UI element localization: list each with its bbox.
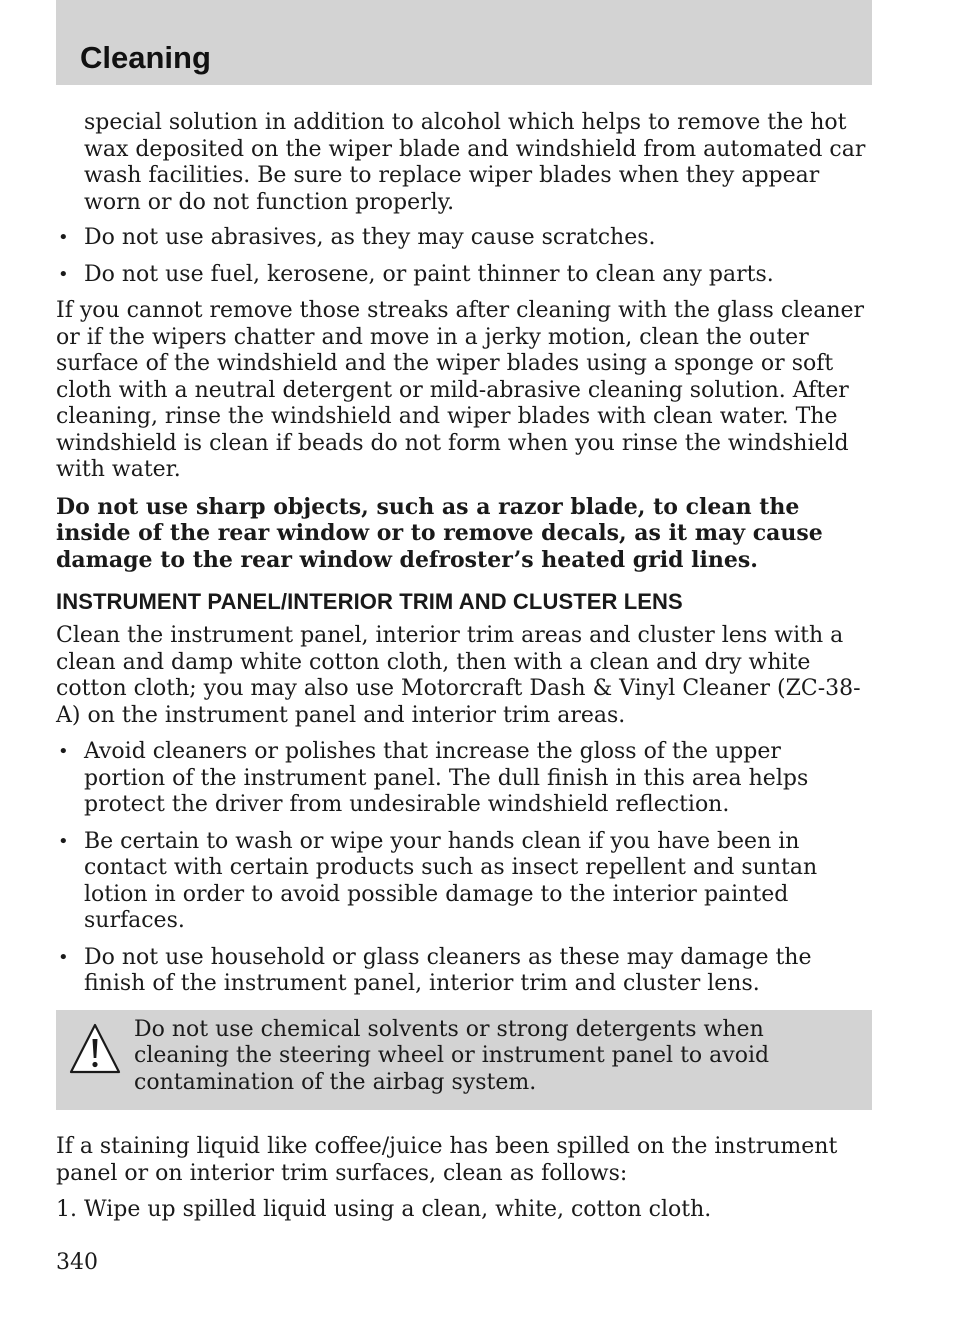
warning-text: Do not use chemical solvents or strong detergents when cleaning the steering wheel or instrument panel to avoid contamination of the airbag system. <box>134 1016 770 1095</box>
bullet-icon: • <box>58 830 69 852</box>
warning-box <box>56 1010 872 1111</box>
bullet-icon: • <box>58 741 69 762</box>
section-heading: INSTRUMENT PANEL/INTERIOR TRIM AND CLUSTER LENS <box>56 589 683 614</box>
glass-bullet-list <box>56 225 868 288</box>
bullet-icon: • <box>58 946 69 968</box>
intro-continuation: special solution in addition to alcohol which helps to remove the hot wax deposited on the wiper blade and windshield from automated car wash facilities. Be sure to replace wiper blades when they appear worn or do not function properly. <box>84 110 866 215</box>
bullet-icon: • <box>58 263 69 285</box>
list-item-text: Do not use household or glass cleaners as these may damage the finish of the instrument panel, interior trim and cluster lens. <box>84 944 812 996</box>
page-header <box>56 0 872 85</box>
warning-triangle-icon <box>68 1022 122 1076</box>
page-number: 340 <box>56 1250 98 1275</box>
bullet-icon: • <box>58 227 69 248</box>
list-item <box>56 225 868 252</box>
streaks-paragraph: If you cannot remove those streaks after cleaning with the glass cleaner or if the wipers chatter and move in a jerky motion, clean the outer surface of the windshield and the wiper blades using a sponge or soft cloth with a neutral detergent or mild-abrasive cleaning solution. After cleaning, rinse the windshield and wiper blades with clean water. The windshield is clean if beads do not form when you rinse the windshield with water. <box>56 298 865 482</box>
bold-warning: Do not use sharp objects, such as a razor blade, to clean the inside of the rear window or to remove decals, as it may cause damage to the rear window defroster’s heated grid lines. <box>56 493 823 573</box>
list-item <box>56 262 868 289</box>
page-title: Cleaning <box>80 40 211 75</box>
panel-bullet-list <box>56 739 868 998</box>
list-item-text: Do not use abrasives, as they may cause scratches. <box>84 225 656 250</box>
step-1: 1. Wipe up spilled liquid using a clean, white, cotton cloth. <box>56 1197 712 1222</box>
list-item <box>56 739 868 819</box>
list-item-text: Avoid cleaners or polishes that increase the gloss of the upper portion of the instrument panel. The dull finish in this area helps protect the driver from undesirable windshield reflection. <box>84 739 809 817</box>
list-item-text: Do not use fuel, kerosene, or paint thinner to clean any parts. <box>84 261 774 287</box>
page-content <box>56 110 868 1234</box>
spill-paragraph: If a staining liquid like coffee/juice has been spilled on the instrument panel or on interior trim surfaces, clean as follows: <box>56 1134 838 1186</box>
list-item <box>56 829 868 935</box>
section-paragraph: Clean the instrument panel, interior trim areas and cluster lens with a clean and damp white cotton cloth, then with a clean and dry white cotton cloth; you may also use Motorcraft Dash & Vinyl Cleaner (ZC-38-A) on the instrument panel and interior trim areas. <box>56 623 861 728</box>
list-item-text: Be certain to wash or wipe your hands clean if you have been in contact with certain products such as insect repellent and suntan lotion in order to avoid possible damage to the interior painted surfaces. <box>84 828 818 933</box>
list-item <box>56 945 868 998</box>
